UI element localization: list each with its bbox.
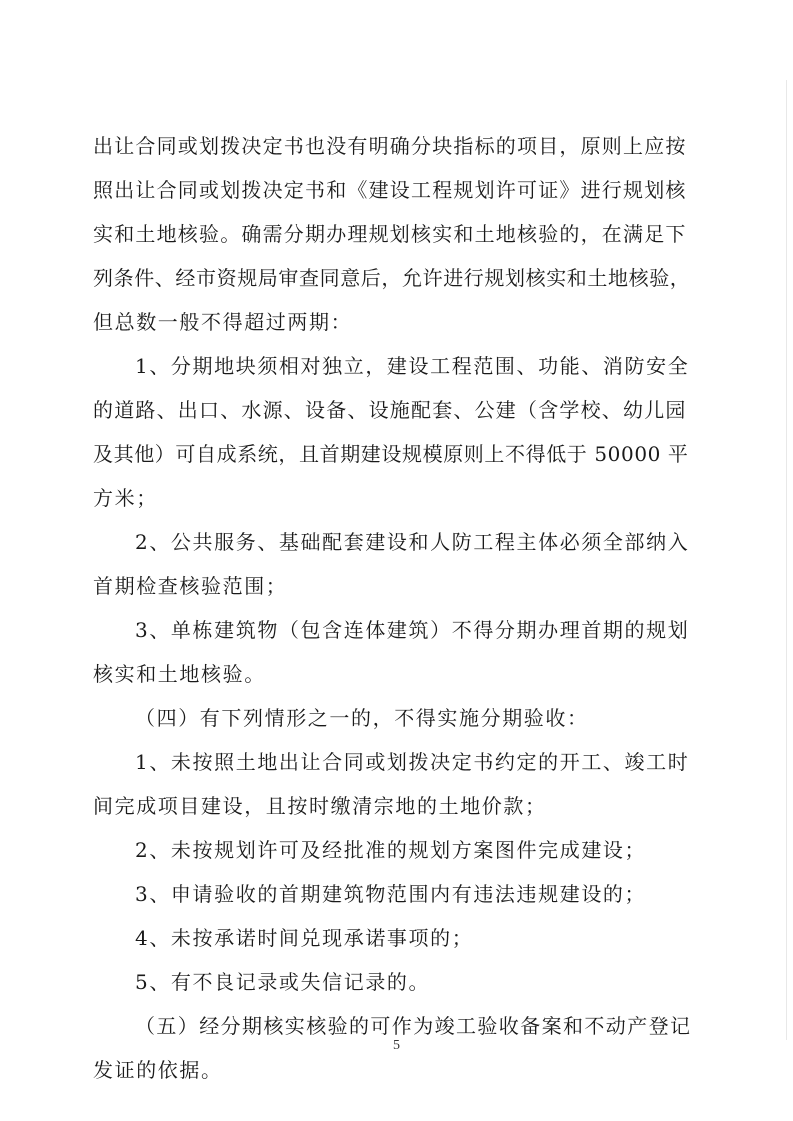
text-line: 2、未按规划许可及经批准的规划方案图件完成建设； <box>135 838 647 862</box>
text-line: 间完成项目建设，且按时缴清宗地的土地价款； <box>93 794 547 818</box>
text-line: 1、分期地块须相对独立，建设工程范围、功能、消防安全 <box>135 354 690 378</box>
text-line: 核实和土地核验。 <box>93 662 266 686</box>
text-line: 首期检查核验范围； <box>93 574 288 598</box>
text-line: 照出让合同或划拨决定书和《建设工程规划许可证》进行规划核 <box>93 178 687 202</box>
text-line: 2、公共服务、基础配套建设和人防工程主体必须全部纳入 <box>135 530 690 554</box>
text-line: 出让合同或划拨决定书也没有明确分块指标的项目，原则上应按 <box>93 134 687 158</box>
text-line: 1、未按照土地出让合同或划拨决定书约定的开工、竣工时 <box>135 750 690 774</box>
text-line: 列条件、经市资规局审查同意后，允许进行规划核实和土地核验， <box>93 266 691 290</box>
text-line: （五）经分期核实核验的可作为竣工验收备案和不动产登记 <box>135 1014 692 1038</box>
text-line: 方米； <box>93 486 158 510</box>
body-text <box>93 124 691 1092</box>
text-line: 及其他）可自成系统，且首期建设规模原则上不得低于 50000 平 <box>93 442 689 466</box>
text-line: 4、未按承诺时间兑现承诺事项的； <box>135 926 474 950</box>
text-line: 但总数一般不得超过两期： <box>93 310 353 334</box>
text-line: 发证的依据。 <box>93 1058 223 1082</box>
page-number: 5 <box>393 1038 400 1053</box>
scan-edge-line <box>786 80 787 1040</box>
text-line: 的道路、出口、水源、设备、设施配套、公建（含学校、幼儿园 <box>93 398 687 422</box>
text-line: （四）有下列情形之一的，不得实施分期验收： <box>135 706 589 730</box>
text-line: 实和土地核验。确需分期办理规划核实和土地核验的，在满足下 <box>93 222 687 246</box>
text-line: 3、申请验收的首期建筑物范围内有违法违规建设的； <box>135 882 647 906</box>
text-line: 5、有不良记录或失信记录的。 <box>135 970 431 994</box>
text-line: 3、单栋建筑物（包含连体建筑）不得分期办理首期的规划 <box>135 618 690 642</box>
